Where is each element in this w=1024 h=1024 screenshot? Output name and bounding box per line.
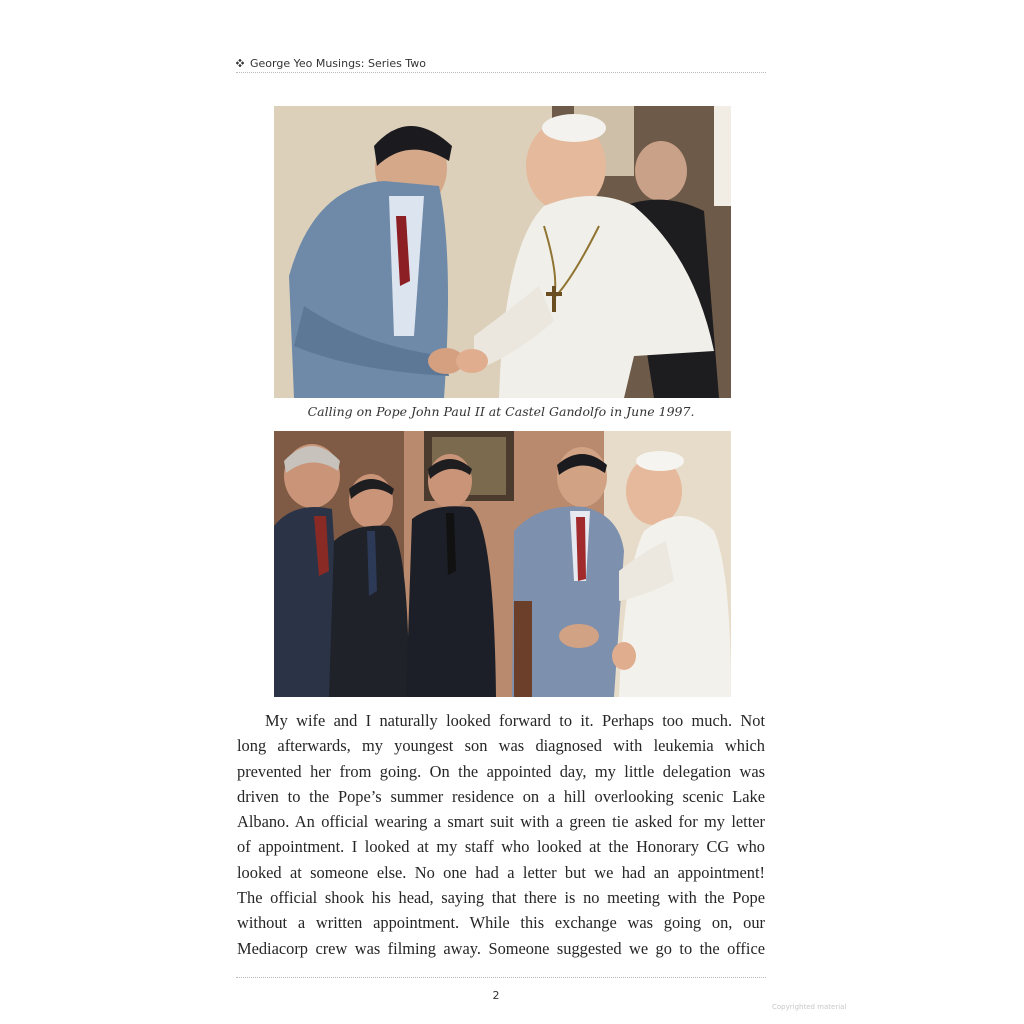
photo-handshake-with-pope <box>274 106 731 398</box>
delegation-photo-illustration <box>274 431 731 697</box>
body-line: looked at someone else. No one had a letter but we had an appointment! <box>237 862 765 882</box>
running-title: George Yeo Musings: Series Two <box>250 56 426 70</box>
figure-caption: Calling on Pope John Paul II at Castel Gandolfo in June 1997. <box>307 404 695 419</box>
copyright-watermark: Copyrighted material <box>772 1003 847 1011</box>
handshake-photo-illustration <box>274 106 731 398</box>
body-line: My wife and I naturally looked forward to it. Perhaps too much. Not <box>265 711 765 730</box>
footer-rule <box>236 977 766 978</box>
body-line: of appointment. I looked at my staff who looked at the Honorary CG who <box>237 837 765 857</box>
page-number: 2 <box>492 989 500 1002</box>
body-line: without a written appointment. While this exchange was going on, our <box>237 913 765 933</box>
photo-delegation-with-pope <box>274 431 731 697</box>
body-line: long afterwards, my youngest son was diagnosed with leukemia which <box>237 736 765 756</box>
running-header <box>236 54 766 73</box>
body-line: driven to the Pope’s summer residence on a hill overlooking scenic Lake <box>237 786 765 806</box>
body-line: Mediacorp crew was filming away. Someone suggested we go to the office <box>237 938 765 958</box>
body-paragraph <box>237 708 765 961</box>
diamond-ornament-icon <box>236 59 244 67</box>
body-line: The official shook his head, saying that there is no meeting with the Pope <box>237 888 765 908</box>
body-line: prevented her from going. On the appointed day, my little delegation was <box>237 761 765 781</box>
body-line: Albano. An official wearing a smart suit with a green tie asked for my letter <box>237 812 765 832</box>
